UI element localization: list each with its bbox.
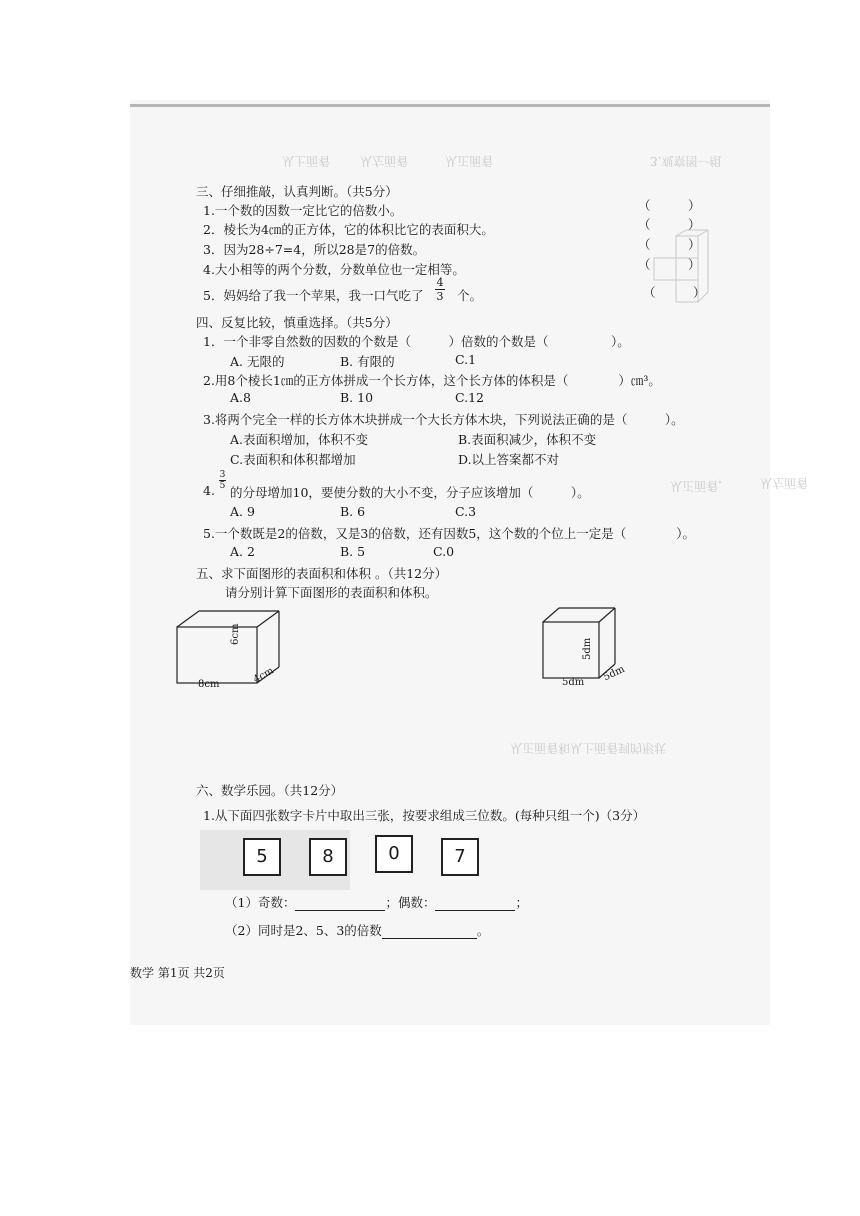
s4-q1: 1．一个非零自然数的因数的个数是（ ）倍数的个数是（ ）。 (203, 334, 630, 349)
even-label: ；偶数： (385, 895, 436, 910)
s4-q4-option-a[interactable]: A. 9 (230, 504, 255, 519)
answer-blank-3[interactable]: （ ） (638, 237, 701, 252)
s4-q4-option-c[interactable]: C.3 (455, 504, 477, 519)
fraction-denominator: 5 (219, 481, 226, 491)
cuboid-height-label: 6cm (230, 623, 241, 645)
fraction-numerator: 4 (436, 276, 444, 289)
s3-item-5: 5．妈妈给了我一个苹果，我一口气吃了 (203, 288, 424, 303)
s4-q1-option-a[interactable]: A. 无限的 (230, 354, 285, 369)
section5-title: 五、求下面图形的表面积和体积 。（共12分） (196, 566, 448, 581)
ghost-text: 从左面看 (360, 154, 409, 168)
fraction-numerator: 3 (219, 470, 226, 480)
s3-item-5-end: 个。 (457, 288, 483, 303)
fraction-3-5 (219, 470, 226, 491)
s4-q4: 的分母增加10，要使分数的大小不变，分子应该增加（ ）。 (230, 485, 590, 500)
page-top-rule (130, 104, 770, 107)
digit-card-8[interactable]: 8 (309, 838, 347, 876)
answer-blank-4[interactable]: （ ） (638, 257, 701, 272)
s4-q4-option-b[interactable]: B. 6 (340, 504, 366, 519)
s4-q5-option-b[interactable]: B. 5 (340, 544, 366, 559)
section4-title: 四、反复比较，慎重选择。（共5分） (196, 315, 398, 330)
s3-item-1: 1.一个数的因数一定比它的倍数小。 (203, 203, 403, 218)
s6-sub1 (225, 893, 528, 911)
cuboid-length-label: 8cm (198, 679, 220, 690)
cube-width-label: 5dm (601, 663, 627, 684)
fraction-denominator: 3 (436, 290, 444, 303)
s4-q3: 3.将两个完全一样的长方体木块拼成一个大长方体木块，下列说法正确的是（ ）。 (203, 412, 684, 427)
page-footer: 数学 第1页 共2页 (130, 966, 225, 980)
odd-label: （1）奇数： (225, 895, 296, 910)
cuboid-width-label: 4cm (251, 665, 276, 686)
s4-q2: 2.用8个棱长1㎝的正方体拼成一个长方体，这个长方体的体积是（ ）㎝³。 (203, 373, 661, 388)
digit-card-7[interactable]: 7 (441, 838, 479, 876)
s4-q1-option-b[interactable]: B. 有限的 (340, 354, 395, 369)
ghost-text: 从上面看 (282, 154, 331, 168)
s4-q5-option-a[interactable]: A. 2 (230, 544, 255, 559)
s6-sub2 (225, 921, 489, 939)
section5-subtitle: 请分别计算下面图形的表面积和体积。 (225, 585, 438, 600)
odd-answer-blank[interactable] (295, 895, 385, 911)
s4-q1-option-c[interactable]: C.1 (455, 352, 477, 367)
answer-blank-1[interactable]: （ ） (638, 198, 701, 213)
s4-q3-option-b[interactable]: B.表面积减少，体积不变 (458, 432, 597, 447)
s4-q3-option-c[interactable]: C.表面积和体积都增加 (230, 452, 356, 467)
cube-height-label: 5dm (582, 637, 593, 660)
s6-q1: 1.从下面四张数字卡片中取出三张，按要求组成三位数。(每种只组一个)（3分） (203, 808, 646, 823)
ghost-text: 从左面看 (760, 476, 809, 490)
digit-card-0[interactable]: 0 (375, 835, 413, 873)
sub2-end: 。 (476, 923, 490, 938)
s4-q2-option-a[interactable]: A.8 (230, 390, 251, 405)
s3-item-3: 3．因为28÷7=4，所以28是7的倍数。 (203, 242, 426, 257)
s4-q5-option-c[interactable]: C.0 (433, 544, 455, 559)
multiple-label: （2）同时是2、5、3的倍数 (225, 923, 382, 938)
s3-item-4: 4.大小相等的两个分数，分数单位也一定相等。 (203, 262, 465, 277)
even-answer-blank[interactable] (435, 895, 515, 911)
s3-item-2: 2．棱长为4㎝的正方体，它的体积比它的表面积大。 (203, 222, 494, 237)
section6-title: 六、数学乐园。（共12分） (196, 783, 344, 798)
section3-title: 三、仔细推敲，认真判断。（共5分） (196, 184, 398, 199)
digit-card-5[interactable]: 5 (243, 838, 281, 876)
multiple-answer-blank[interactable] (382, 923, 477, 939)
ghost-text: 3.观察图一组 (650, 154, 722, 168)
ghost-text: 从正面看 (445, 154, 494, 168)
s4-q3-option-d[interactable]: D.以上答案都不对 (458, 452, 560, 467)
cube-length-label: 5dm (562, 677, 585, 688)
answer-blank-5[interactable]: （ ） (643, 285, 706, 300)
cuboid-figure (165, 605, 305, 695)
answer-blank-2[interactable]: （ ） (638, 217, 701, 232)
s4-q3-option-a[interactable]: A.表面积增加，体积不变 (230, 432, 369, 447)
s4-q4-number: 4. (203, 483, 215, 498)
ghost-text: 从正面看， (670, 479, 731, 493)
s4-q5: 5.一个数既是2的倍数，又是3的倍数，还有因数5，这个数的个位上一定是（ ）。 (203, 526, 696, 541)
fraction-4-3 (435, 276, 445, 303)
sub1-end: ； (515, 895, 528, 910)
ghost-text: 从正面看和从上面看到的形状 (510, 741, 667, 755)
s4-q2-option-c[interactable]: C.12 (455, 390, 484, 405)
s4-q2-option-b[interactable]: B. 10 (340, 390, 374, 405)
